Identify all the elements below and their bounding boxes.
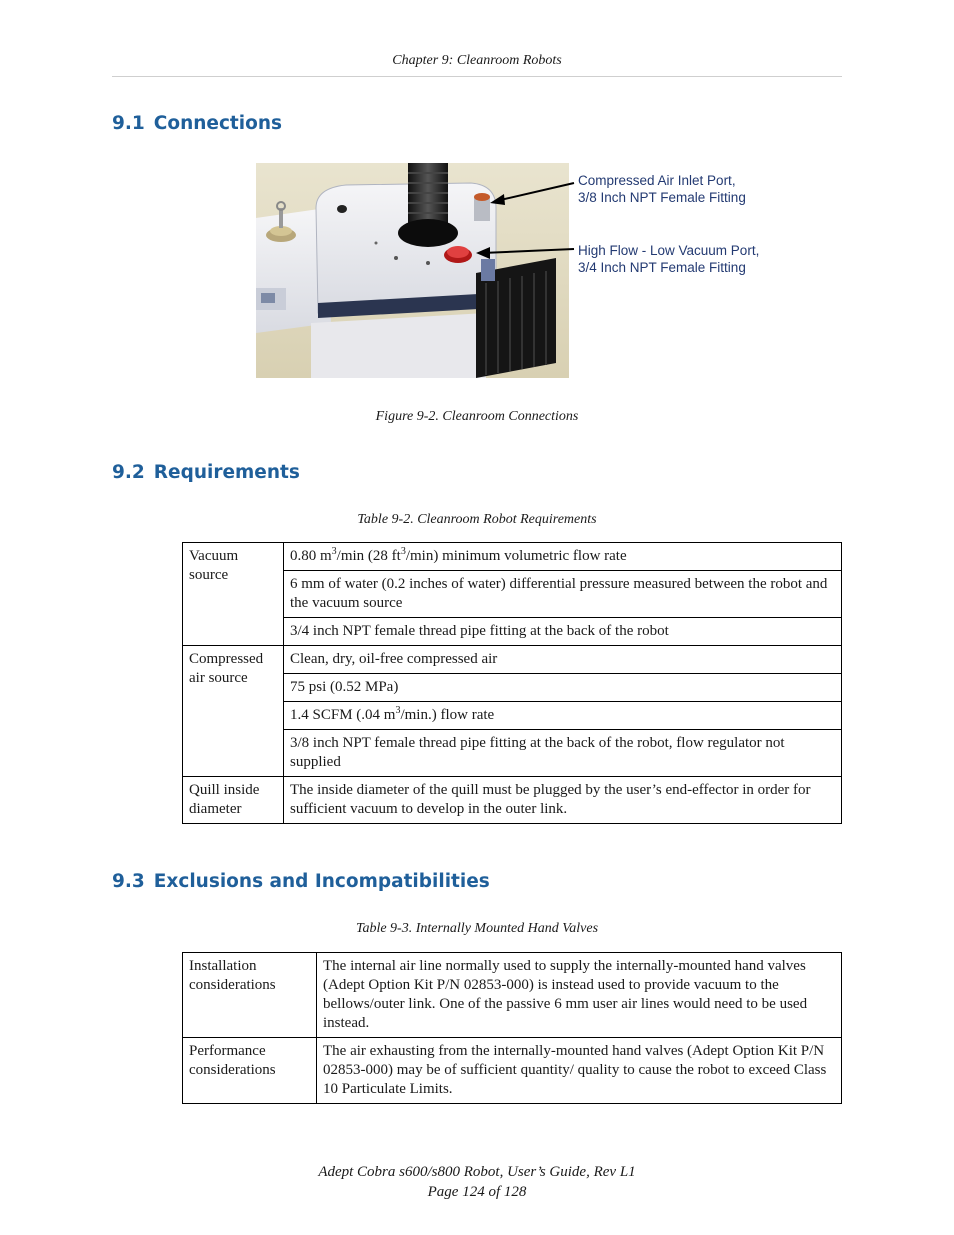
- section-number: 9.2: [112, 462, 145, 483]
- row-label: Vacuum source: [183, 543, 284, 646]
- text-span: 0.80 m: [290, 548, 332, 564]
- table-cell: The air exhausting from the internally-mounted hand valves (Adept Option Kit P/N 02853-000) may be of sufficient quantity/ quality to cause the robot to exceed Class 10 Particulate Limits.: [317, 1038, 842, 1104]
- section-heading-connections: [112, 113, 282, 134]
- callout-vacuum-port: [578, 242, 759, 276]
- table-cell: [284, 702, 842, 730]
- table-caption: Table 9-2. Cleanroom Robot Requirements: [357, 512, 597, 527]
- section-title: Connections: [153, 113, 282, 134]
- callout-arrows: [470, 175, 580, 265]
- row-label: Compressed air source: [183, 646, 284, 777]
- table-row: [183, 953, 842, 1038]
- table-row: [183, 646, 842, 674]
- section-heading-exclusions: [112, 871, 490, 892]
- table-cell: 3/4 inch NPT female thread pipe fitting at the back of the robot: [284, 618, 842, 646]
- section-number: 9.3: [112, 871, 145, 892]
- table-cell: 6 mm of water (0.2 inches of water) differential pressure measured between the robot and the vacuum source: [284, 571, 842, 618]
- table-cell: 75 psi (0.52 MPa): [284, 674, 842, 702]
- running-header: Chapter 9: Cleanroom Robots: [392, 53, 562, 68]
- table-cell: Clean, dry, oil-free compressed air: [284, 646, 842, 674]
- footer-title: Adept Cobra s600/s800 Robot, User’s Guide, Rev L1: [318, 1164, 636, 1180]
- table-cell: The inside diameter of the quill must be plugged by the user’s end-effector in order for sufficient vacuum to develop in the outer link.: [284, 777, 842, 824]
- table-row: [183, 1038, 842, 1104]
- hand-valves-table: [182, 952, 842, 1104]
- section-title: Exclusions and Incompatibilities: [153, 871, 490, 892]
- callout-line: Compressed Air Inlet Port,: [578, 173, 736, 188]
- section-title: Requirements: [153, 462, 300, 483]
- header-rule: [112, 76, 842, 77]
- table-cell: 3/8 inch NPT female thread pipe fitting at the back of the robot, flow regulator not supplied: [284, 730, 842, 777]
- text-span: /min.) flow rate: [400, 707, 495, 723]
- table-caption: Table 9-3. Internally Mounted Hand Valves: [355, 921, 599, 936]
- page-footer: [0, 1163, 954, 1202]
- requirements-table: [182, 542, 842, 824]
- row-label: Performance considerations: [183, 1038, 317, 1104]
- superscript: 3: [400, 546, 406, 557]
- callout-line: High Flow - Low Vacuum Port,: [578, 243, 760, 258]
- figure-caption: Figure 9-2. Cleanroom Connections: [375, 409, 579, 424]
- text-span: 1.4 SCFM (.04 m: [290, 707, 396, 723]
- text-span: /min) minimum volumetric flow rate: [405, 548, 627, 564]
- callout-line: 3/4 Inch NPT Female Fitting: [578, 260, 746, 275]
- table-row: [183, 543, 842, 571]
- row-label: Installation considerations: [183, 953, 317, 1038]
- superscript: 3: [331, 546, 337, 557]
- page-number: Page 124 of 128: [427, 1183, 527, 1200]
- table-cell: The internal air line normally used to supply the internally-mounted hand valves (Adept Option Kit P/N 02853-000) is instead used to provide vacuum to the bellows/outer link. One of the passive 6 mm user air lines would need to be used instead.: [317, 953, 842, 1038]
- superscript: 3: [395, 705, 401, 716]
- section-heading-requirements: [112, 462, 300, 483]
- callout-air-inlet: [578, 172, 746, 206]
- callout-line: 3/8 Inch NPT Female Fitting: [578, 190, 746, 205]
- table-row: [183, 777, 842, 824]
- row-label: Quill inside diameter: [183, 777, 284, 824]
- table-cell: [284, 543, 842, 571]
- text-span: /min (28 ft: [336, 548, 401, 564]
- section-number: 9.1: [112, 113, 145, 134]
